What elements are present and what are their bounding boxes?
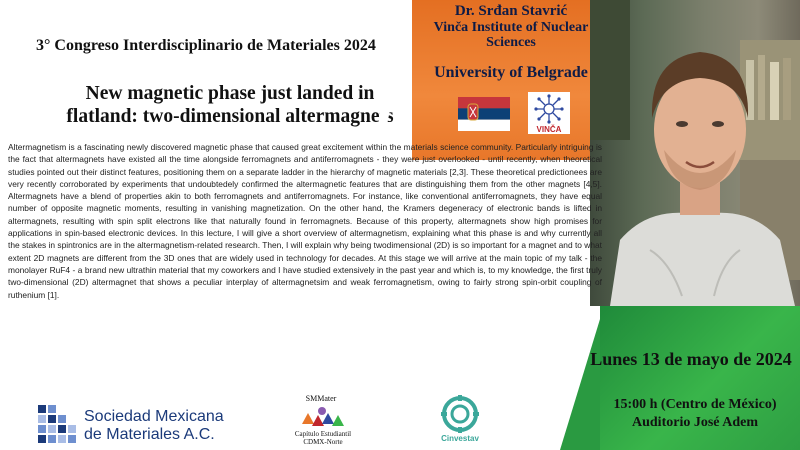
- smmater-caption: [268, 430, 378, 446]
- smm-name-line2: de Materiales A.C.: [84, 426, 215, 443]
- event-date: Lunes 13 de mayo de 2024: [590, 349, 792, 369]
- smmater-caption-line1: Capítulo Estudiantil: [294, 430, 352, 438]
- smm-name-line1: Sociedad Mexicana: [84, 408, 224, 425]
- cinvestav-name: Cinvestav: [441, 434, 479, 443]
- smm-logo-icon: [36, 403, 80, 445]
- smmater-caption-line2: CDMX-Norte: [303, 438, 343, 446]
- smm-name: [84, 408, 224, 444]
- speaker-panel-edge: [380, 0, 412, 160]
- vinca-logo-icon: [528, 92, 570, 134]
- smmater-label: SMMater: [305, 394, 337, 403]
- speaker-photo: [590, 0, 800, 306]
- talk-title: New magnetic phase just landed in flatland: two-dimensional altermagnets: [66, 83, 394, 127]
- speaker-institute: Vinča Institute of Nuclear Sciences: [433, 20, 589, 50]
- event-venue: Auditorio José Adem: [632, 415, 758, 430]
- cinvestav-logo-icon: [439, 395, 481, 433]
- serbia-flag-icon: [458, 97, 510, 131]
- vinca-logo-text: VINČA: [536, 125, 562, 134]
- event-time-text: 15:00 h (Centro de México): [613, 397, 777, 412]
- speaker-university: University of Belgrade: [434, 64, 588, 81]
- event-time: [590, 396, 800, 432]
- congress-title: 3° Congreso Interdisciplinario de Materiales 2024: [36, 37, 376, 54]
- speaker-name: Dr. Srđan Stavrić: [454, 3, 568, 19]
- smmater-logo-icon: [296, 404, 348, 430]
- abstract-text: Altermagnetism is a fascinating newly discovered magnetic phase that caused great excitement within the materials science community. Particularly intriguing is the fact that altermagnets have existed all the time alongside ferromagnets and antiferromagnets - they were just overlooked - until recently, when theoretical studies pointed out their distinct features, positioning them on a separate ladder in the hierarchy of magnetic materials [2,3]. These theoretical predictionees are very recently corroborated by experiments that undoubtedely confirmed the altermagnetic features that are distinguishing them from the other magnets [4,5]. Altermagnets have a blend of properties akin to both ferromagnets and antiferromagnets. For instance, like conventional antiferromagnets, they have equal number of opposite magnetic moments, resulting in vanishing magnetization. On the other hand, the Kramers degeneracy of electronic bands is lifted in altermagnets, resulting with spin split electrons like that naturally found in ferromagnets. Because of this property, altermagnets show high promises for applications in spin-based electronic devices. In this lecture, I will give a short overview of altermagnetism, explaining what this phase is and why currently all the stakes in spintronics are in the altermagnetism-related research. Then, I will explain why being twodimensional (2D) is so important for a magnet and to what extent 2D magnets are different from the 3D ones that are widely used in technology for decades. At this stage we will arrive at the main topic of my talk - the monolayer RuF4 - a brand new ultrathin material that my coworkers and I have studied extensively in the past year and which is, to my knowledge, the first truly two-dimensional (2D) altermagnet that shows a peculiar interplay of altermagnetsim and weak ferromagnetism, owing to fairly strong spin-orbit coupling of ruthenium [1].: [8, 142, 602, 300]
